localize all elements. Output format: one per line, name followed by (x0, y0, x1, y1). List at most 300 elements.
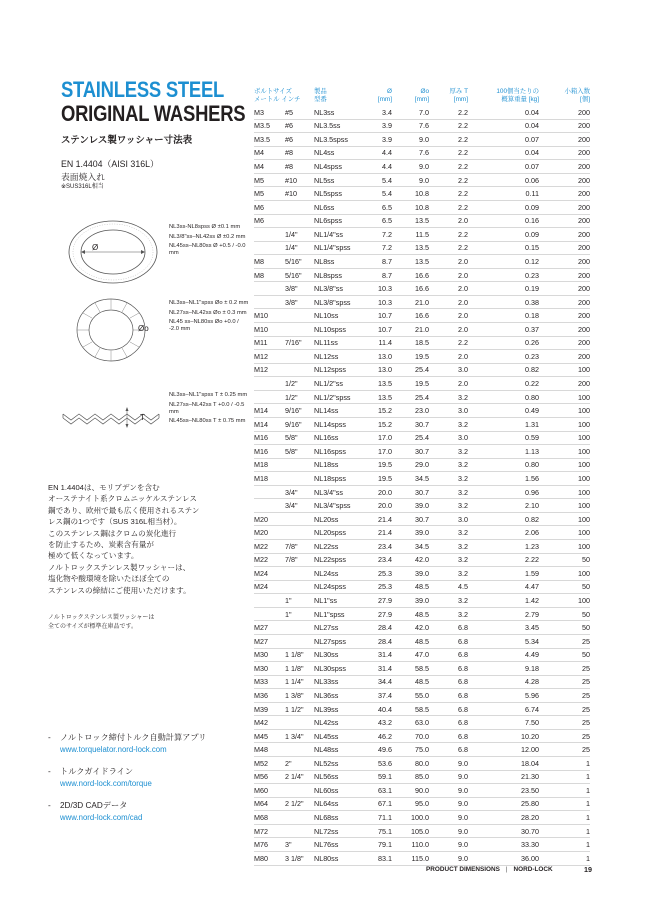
cell-product: NL11ss (314, 338, 338, 348)
cell-outer-diameter: 13.5 (415, 256, 429, 266)
cell-outer-diameter: 105.0 (411, 826, 429, 836)
cell-inner-diameter: 28.4 (378, 636, 392, 646)
cell-box-qty: 25 (582, 745, 590, 755)
cell-thickness: 6.8 (458, 650, 468, 660)
cell-box-qty: 25 (582, 677, 590, 687)
cell-product: NL22ss (314, 541, 339, 551)
cell-box-qty: 100 (578, 541, 590, 551)
material-grade: EN 1.4404（AISI 316L） (61, 159, 159, 169)
table-row (254, 635, 590, 649)
cell-inner-diameter: 3.4 (382, 107, 392, 117)
table-row (254, 106, 590, 120)
cell-thickness: 6.8 (458, 636, 468, 646)
cell-outer-diameter: 58.5 (415, 704, 429, 714)
cell-inner-diameter: 3.9 (382, 121, 392, 131)
cell-metric: M39 (254, 704, 268, 714)
cell-metric: M4 (254, 148, 264, 158)
cell-weight: 4.47 (525, 582, 539, 592)
cell-inner-diameter: 4.4 (382, 148, 392, 158)
table-row (254, 743, 590, 757)
cell-box-qty: 50 (582, 582, 590, 592)
cell-weight: 30.70 (521, 826, 539, 836)
link-item-torque-app (48, 732, 248, 756)
tolerance-note: NL45ss–NL80ss Ø +0.5 / -0.0 mm (169, 243, 246, 257)
header-text: [個] (580, 96, 590, 103)
link-url-torquelator[interactable]: www.torquelator.nord-lock.com (60, 745, 167, 754)
cell-metric: M8 (254, 270, 264, 280)
cell-box-qty: 200 (578, 297, 590, 307)
cell-weight: 9.18 (525, 663, 539, 673)
cell-product: NL18ss (314, 460, 339, 470)
cell-outer-diameter: 25.4 (415, 392, 429, 402)
cell-weight: 0.23 (525, 270, 539, 280)
cell-box-qty: 200 (578, 162, 590, 172)
table-row (254, 554, 590, 568)
cell-inner-diameter: 49.6 (378, 745, 392, 755)
cell-box-qty: 200 (578, 107, 590, 117)
cell-metric: M12 (254, 365, 268, 375)
cell-inner-diameter: 83.1 (378, 853, 392, 863)
cell-metric: M64 (254, 799, 268, 809)
cell-metric: M8 (254, 256, 264, 266)
cell-metric: M3.5 (254, 134, 270, 144)
table-row (254, 160, 590, 174)
cell-weight: 2.22 (525, 555, 539, 565)
cell-outer-diameter: 30.7 (415, 446, 429, 456)
table-row (254, 174, 590, 188)
table-row (254, 147, 590, 161)
table-row (254, 364, 590, 378)
table-row (254, 215, 590, 229)
cell-inner-diameter: 13.5 (378, 379, 392, 389)
cell-product: NL16ss (314, 433, 339, 443)
cell-inch: #8 (285, 148, 293, 158)
cell-outer-diameter: 29.0 (415, 460, 429, 470)
cell-thickness: 3.2 (458, 528, 468, 538)
cell-inner-diameter: 63.1 (378, 785, 392, 795)
thickness-tolerances (169, 392, 249, 428)
cell-outer-diameter: 95.0 (415, 799, 429, 809)
cell-inch: 2" (285, 758, 292, 768)
resource-links (48, 732, 248, 834)
cell-metric: M18 (254, 473, 268, 483)
cell-metric: M24 (254, 568, 268, 578)
table-row (254, 838, 590, 852)
cell-thickness: 2.2 (458, 134, 468, 144)
tolerance-note: NL45ss–NL80ss T ± 0.75 mm (169, 418, 246, 425)
cell-inch: 1/4" (285, 243, 298, 253)
cell-thickness: 9.0 (458, 826, 468, 836)
cell-metric: M12 (254, 351, 268, 361)
cell-thickness: 3.0 (458, 365, 468, 375)
cell-outer-diameter: 30.7 (415, 514, 429, 524)
cell-outer-diameter: 10.8 (415, 189, 429, 199)
title-block (61, 77, 246, 190)
cell-metric: M42 (254, 718, 268, 728)
stock-note (48, 614, 238, 631)
cell-inner-diameter: 67.1 (378, 799, 392, 809)
description-line: レス鋼の1つです（SUS 316L相当材）。 (48, 517, 182, 527)
table-row (254, 676, 590, 690)
cell-thickness: 3.2 (458, 446, 468, 456)
cell-inner-diameter: 13.5 (378, 392, 392, 402)
cell-weight: 28.20 (521, 813, 539, 823)
cell-metric: M36 (254, 690, 268, 700)
cell-inner-diameter: 31.4 (378, 650, 392, 660)
header-text: 概算重量 [kg] (501, 96, 539, 103)
cell-box-qty: 1 (586, 758, 590, 768)
table-row (254, 526, 590, 540)
cell-outer-diameter: 39.0 (415, 596, 429, 606)
cell-weight: 21.30 (521, 772, 539, 782)
cell-weight: 0.80 (525, 392, 539, 402)
cell-thickness: 9.0 (458, 799, 468, 809)
table-row (254, 594, 590, 608)
cell-outer-diameter: 70.0 (415, 731, 429, 741)
cell-metric: M5 (254, 189, 264, 199)
cell-weight: 0.80 (525, 460, 539, 470)
cell-thickness: 3.2 (458, 501, 468, 511)
table-row (254, 445, 590, 459)
cell-box-qty: 200 (578, 175, 590, 185)
cell-inner-diameter: 17.0 (378, 433, 392, 443)
header-text: Øo (420, 88, 429, 95)
cell-weight: 5.96 (525, 690, 539, 700)
cell-product: NL36ss (314, 690, 339, 700)
cell-metric: M11 (254, 338, 268, 348)
cell-weight: 0.04 (525, 121, 539, 131)
cell-box-qty: 200 (578, 270, 590, 280)
cell-box-qty: 50 (582, 555, 590, 565)
table-row (254, 730, 590, 744)
cell-outer-diameter: 34.5 (415, 473, 429, 483)
cell-metric: M27 (254, 623, 268, 633)
cell-inner-diameter: 10.7 (378, 311, 392, 321)
cell-product: NL33ss (314, 677, 339, 687)
header-box-qty (539, 88, 590, 104)
cell-metric: M18 (254, 460, 268, 470)
cell-outer-diameter: 39.0 (415, 501, 429, 511)
cell-inch: 5/16" (285, 256, 302, 266)
cell-weight: 36.00 (521, 853, 539, 863)
cell-thickness: 2.2 (458, 338, 468, 348)
cell-inch: 3/8" (285, 284, 298, 294)
table-row (254, 391, 590, 405)
link-url-cad[interactable]: www.nord-lock.com/cad (60, 813, 143, 822)
cell-thickness: 9.0 (458, 758, 468, 768)
cell-thickness: 3.2 (458, 392, 468, 402)
cell-inch: 3/8" (285, 297, 298, 307)
cell-box-qty: 100 (578, 446, 590, 456)
table-row (254, 120, 590, 134)
cell-metric: M4 (254, 162, 264, 172)
cell-product: NL10spss (314, 324, 346, 334)
cell-metric: M30 (254, 663, 268, 673)
table-row (254, 513, 590, 527)
cell-metric: M27 (254, 636, 268, 646)
cell-outer-diameter: 23.0 (415, 406, 429, 416)
cell-thickness: 6.8 (458, 677, 468, 687)
cell-product: NL16spss (314, 446, 346, 456)
cell-product: NL6spss (314, 216, 342, 226)
cell-box-qty: 100 (578, 514, 590, 524)
link-label: トルクガイドライン (60, 767, 134, 776)
table-row (254, 499, 590, 513)
cell-weight: 0.82 (525, 514, 539, 524)
cell-product: NL3/8"ss (314, 284, 343, 294)
cell-product: NL6ss (314, 202, 335, 212)
cell-box-qty: 1 (586, 813, 590, 823)
table-row (254, 811, 590, 825)
cell-product: NL3.5ss (314, 121, 341, 131)
cell-weight: 12.00 (521, 745, 539, 755)
washer-thickness-diagram (61, 406, 165, 428)
cell-product: NL8ss (314, 256, 335, 266)
material-spec (61, 158, 159, 192)
page-number: 19 (584, 865, 592, 874)
cell-outer-diameter: 63.0 (415, 718, 429, 728)
cell-inch: 3 1/8" (285, 853, 304, 863)
cell-product: NL1/4"spss (314, 243, 351, 253)
footer-separator: | (505, 866, 508, 873)
cell-outer-diameter: 9.0 (419, 162, 429, 172)
cell-thickness: 2.0 (458, 216, 468, 226)
cell-inner-diameter: 43.2 (378, 718, 392, 728)
cell-box-qty: 1 (586, 826, 590, 836)
cell-box-qty: 100 (578, 501, 590, 511)
header-thickness (429, 88, 468, 104)
cell-inner-diameter: 28.4 (378, 623, 392, 633)
link-label: ノルトロック締付トルク自動計算アプリ (60, 733, 207, 742)
cell-outer-diameter: 25.4 (415, 433, 429, 443)
cell-outer-diameter: 85.0 (415, 772, 429, 782)
tolerance-note: NL45 ss–NL80ss Øo +0.0 / -2.0 mm (169, 319, 239, 333)
cell-thickness: 9.0 (458, 840, 468, 850)
cell-inner-diameter: 53.6 (378, 758, 392, 768)
table-row (254, 540, 590, 554)
cell-outer-diameter: 21.0 (415, 297, 429, 307)
cell-box-qty: 25 (582, 731, 590, 741)
cell-weight: 6.74 (525, 704, 539, 714)
cell-outer-diameter: 100.0 (411, 813, 429, 823)
table-row (254, 472, 590, 486)
cell-thickness: 2.2 (458, 162, 468, 172)
cell-metric: M16 (254, 433, 268, 443)
cell-outer-diameter: 9.0 (419, 175, 429, 185)
cell-inch: 1 1/8" (285, 663, 304, 673)
cell-product: NL4ss (314, 148, 335, 158)
cell-box-qty: 25 (582, 690, 590, 700)
thickness-label: T (140, 413, 145, 422)
cell-box-qty: 50 (582, 609, 590, 619)
cell-inner-diameter: 7.2 (382, 243, 392, 253)
cell-box-qty: 200 (578, 324, 590, 334)
cell-inner-diameter: 17.0 (378, 446, 392, 456)
material-surface: 表面焼入れ (61, 171, 105, 182)
cell-metric: M20 (254, 528, 268, 538)
cell-weight: 0.59 (525, 433, 539, 443)
cell-inner-diameter: 11.4 (378, 338, 392, 348)
cell-box-qty: 100 (578, 433, 590, 443)
cell-product: NL68ss (314, 813, 339, 823)
cell-thickness: 2.2 (458, 148, 468, 158)
cell-box-qty: 200 (578, 229, 590, 239)
cell-inner-diameter: 10.3 (378, 297, 392, 307)
cell-weight: 0.96 (525, 487, 539, 497)
cell-thickness: 9.0 (458, 785, 468, 795)
description-line: EN 1.4404は、モリブデンを含む (48, 483, 160, 492)
table-row (254, 621, 590, 635)
page-title-line2: ORIGINAL WASHERS (61, 101, 246, 126)
cell-product: NL10ss (314, 311, 339, 321)
cell-product: NL48ss (314, 745, 339, 755)
cell-inner-diameter: 23.4 (378, 555, 392, 565)
table-row (254, 689, 590, 703)
stock-note-line: 全てのサイズが標準在庫品です。 (48, 623, 138, 630)
table-row (254, 228, 590, 242)
cell-thickness: 2.2 (458, 202, 468, 212)
cell-thickness: 3.2 (458, 568, 468, 578)
cell-product: NL1"ss (314, 596, 337, 606)
cell-box-qty: 200 (578, 379, 590, 389)
header-text: 100個当たりの (496, 88, 539, 95)
cell-outer-diameter: 39.0 (415, 568, 429, 578)
footer-section: PRODUCT DIMENSIONS (426, 866, 500, 873)
cell-product: NL42ss (314, 718, 339, 728)
cell-weight: 0.37 (525, 324, 539, 334)
description-line: ステンレスの締結にご使用いただけます。 (48, 585, 191, 595)
cell-thickness: 2.2 (458, 121, 468, 131)
cell-product: NL80ss (314, 853, 339, 863)
description-line: このステンレス鋼はクロムの炭化進行 (48, 528, 177, 538)
cell-inner-diameter: 19.5 (378, 473, 392, 483)
cell-outer-diameter: 58.5 (415, 663, 429, 673)
cell-weight: 0.15 (525, 243, 539, 253)
cell-outer-diameter: 48.5 (415, 677, 429, 687)
cell-metric: M80 (254, 853, 268, 863)
cell-inner-diameter: 27.9 (378, 609, 392, 619)
cell-inch: 9/16" (285, 406, 302, 416)
cell-weight: 1.59 (525, 568, 539, 578)
cell-inch: 1/2" (285, 379, 298, 389)
cell-outer-diameter: 110.0 (411, 840, 429, 850)
cell-weight: 0.23 (525, 351, 539, 361)
cell-thickness: 2.0 (458, 351, 468, 361)
cell-box-qty: 100 (578, 487, 590, 497)
cell-metric: M20 (254, 514, 268, 524)
cell-box-qty: 200 (578, 311, 590, 321)
cell-weight: 0.07 (525, 134, 539, 144)
cell-metric: M52 (254, 758, 268, 768)
header-text: ボルトサイズ (254, 88, 292, 95)
cell-box-qty: 25 (582, 718, 590, 728)
cell-weight: 1.13 (525, 446, 539, 456)
cell-product: NL8spss (314, 270, 342, 280)
cell-metric: M60 (254, 785, 268, 795)
outer-diameter-tolerances (169, 300, 249, 336)
cell-thickness: 9.0 (458, 853, 468, 863)
cell-inch: 1 3/8" (285, 690, 304, 700)
cell-thickness: 6.8 (458, 704, 468, 714)
cell-product: NL64ss (314, 799, 339, 809)
cell-product: NL39ss (314, 704, 339, 714)
cell-box-qty: 100 (578, 392, 590, 402)
description-line: ノルトロックステンレス製ワッシャーは、 (48, 562, 191, 572)
link-url-torque[interactable]: www.nord-lock.com/torque (60, 779, 152, 788)
cell-metric: M56 (254, 772, 268, 782)
cell-inch: 1/4" (285, 229, 298, 239)
cell-outer-diameter: 21.0 (415, 324, 429, 334)
cell-metric: M68 (254, 813, 268, 823)
cell-outer-diameter: 48.5 (415, 636, 429, 646)
cell-thickness: 6.8 (458, 731, 468, 741)
cell-thickness: 6.8 (458, 623, 468, 633)
table-row (254, 784, 590, 798)
cell-outer-diameter: 13.5 (415, 243, 429, 253)
cell-inner-diameter: 27.9 (378, 596, 392, 606)
cell-inch: 1/2" (285, 392, 298, 402)
cell-inch: 1 3/4" (285, 731, 304, 741)
cell-outer-diameter: 39.0 (415, 528, 429, 538)
cell-box-qty: 100 (578, 596, 590, 606)
cell-product: NL5ss (314, 175, 335, 185)
footer-brand: NORD-LOCK (513, 866, 553, 873)
cell-box-qty: 200 (578, 134, 590, 144)
cell-inner-diameter: 23.4 (378, 541, 392, 551)
cell-box-qty: 25 (582, 704, 590, 714)
cell-inch: 1 1/8" (285, 650, 304, 660)
header-text: メートル インチ (254, 96, 301, 103)
cell-box-qty: 100 (578, 365, 590, 375)
cell-inner-diameter: 6.5 (382, 202, 392, 212)
cell-product: NL12spss (314, 365, 346, 375)
cell-product: NL1/2"ss (314, 379, 343, 389)
cell-weight: 0.16 (525, 216, 539, 226)
cell-box-qty: 100 (578, 473, 590, 483)
cell-inner-diameter: 8.7 (382, 256, 392, 266)
page-subtitle: ステンレス製ワッシャー寸法表 (61, 135, 193, 146)
cell-inch: 7/8" (285, 541, 298, 551)
cell-weight: 0.19 (525, 284, 539, 294)
cell-outer-diameter: 16.6 (415, 311, 429, 321)
bullet-dash: - (48, 767, 51, 776)
cell-weight: 10.20 (521, 731, 539, 741)
header-text: [mm] (453, 96, 468, 103)
cell-inch: 9/16" (285, 419, 302, 429)
page-footer (426, 866, 553, 873)
cell-product: NL20spss (314, 528, 346, 538)
cell-product: NL45ss (314, 731, 339, 741)
cell-metric: M5 (254, 175, 264, 185)
cell-product: NL12ss (314, 351, 339, 361)
cell-box-qty: 25 (582, 636, 590, 646)
cell-inner-diameter: 37.4 (378, 690, 392, 700)
link-label: 2D/3D CADデータ (60, 801, 128, 810)
diameter-label: Ø (92, 243, 99, 252)
cell-outer-diameter: 115.0 (411, 853, 429, 863)
table-row (254, 242, 590, 256)
cell-weight: 0.11 (525, 189, 539, 199)
cell-thickness: 3.2 (458, 473, 468, 483)
tolerance-note: NL27ss–NL42ss T +0.0 / -0.5 mm (169, 401, 245, 415)
table-row (254, 662, 590, 676)
washer-outer-diameter-diagram (61, 296, 165, 364)
cell-product: NL76ss (314, 840, 339, 850)
cell-inner-diameter: 5.4 (382, 175, 392, 185)
cell-thickness: 2.2 (458, 189, 468, 199)
cell-metric: M14 (254, 406, 268, 416)
cell-weight: 1.31 (525, 419, 539, 429)
